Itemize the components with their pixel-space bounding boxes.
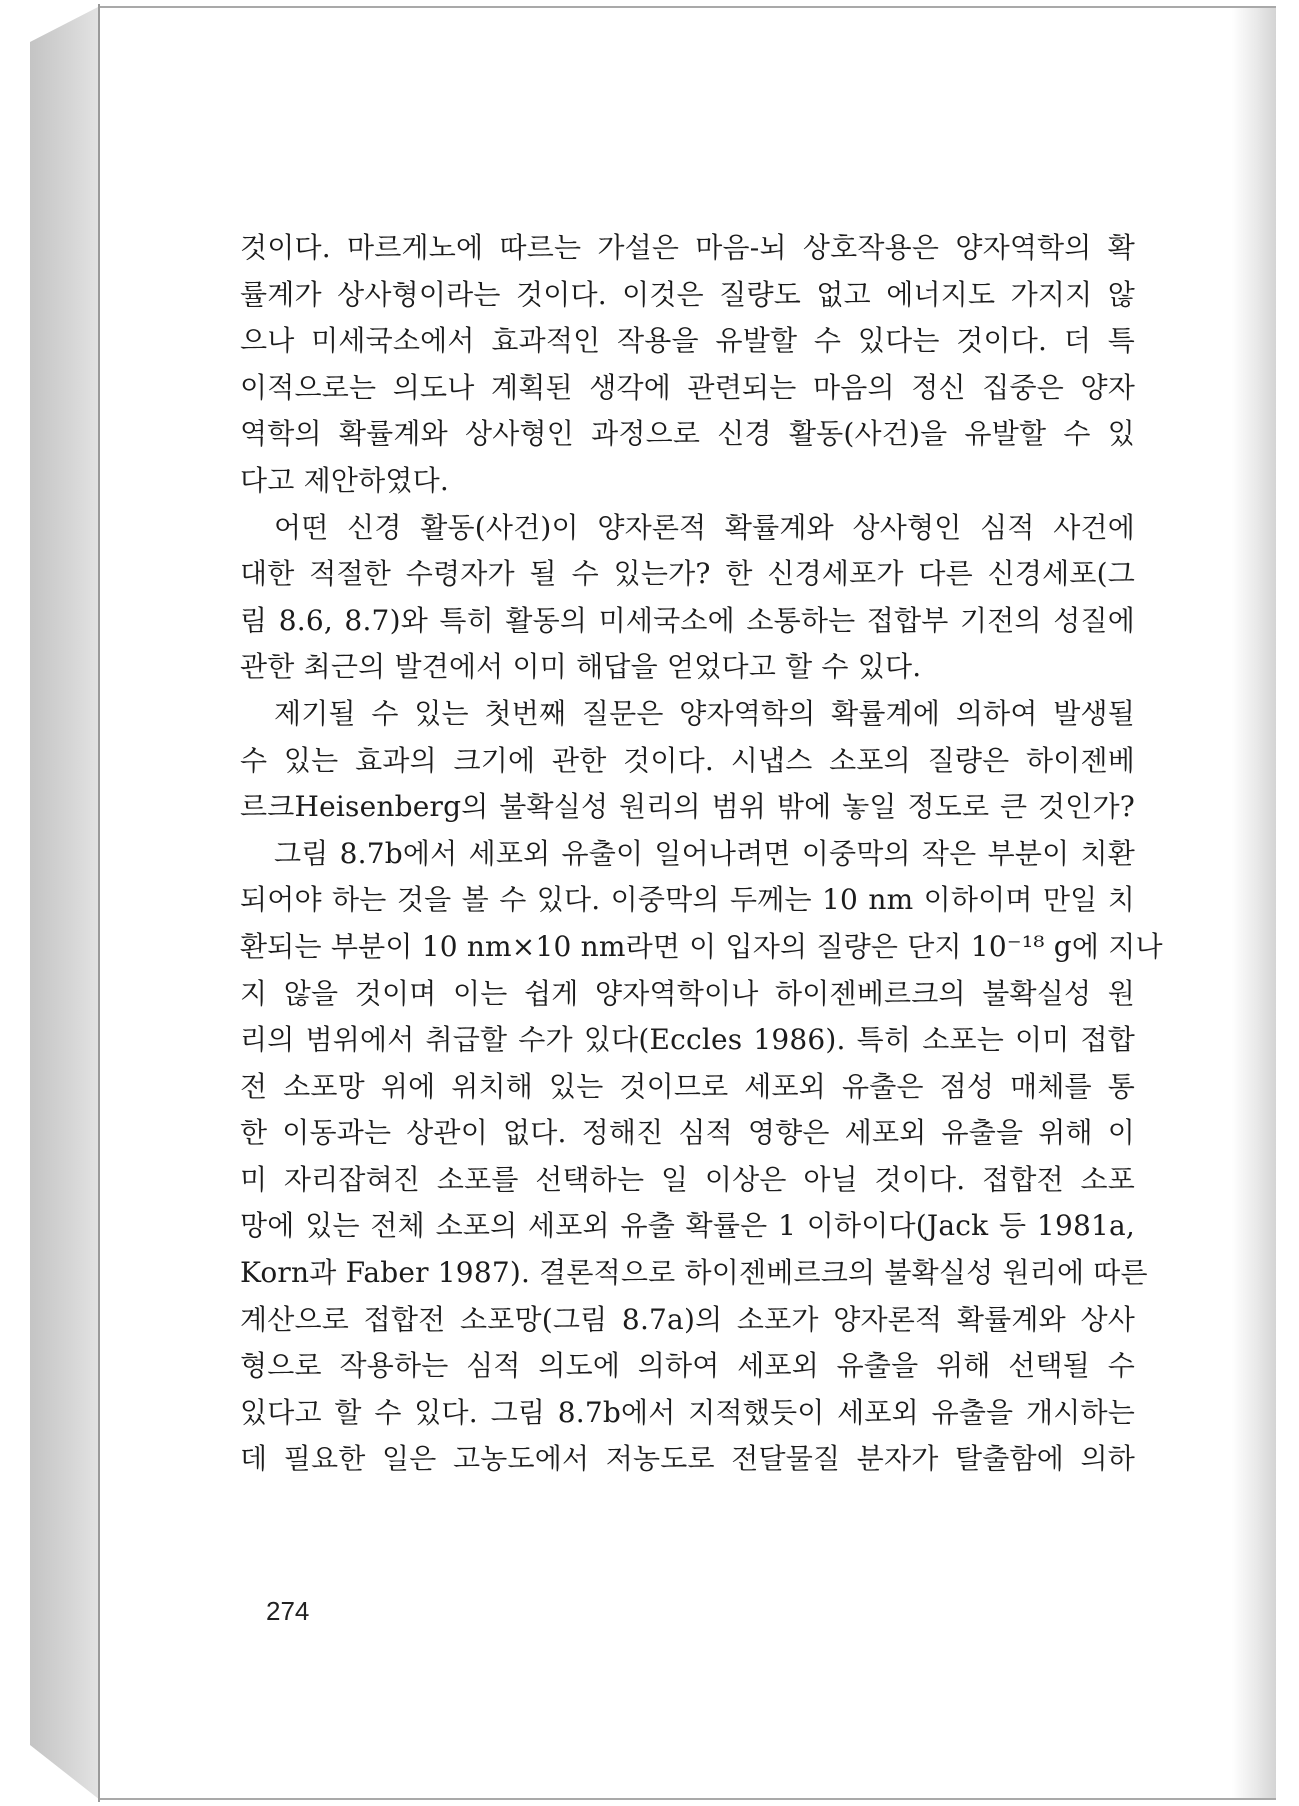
text-line: 계산으로 접합전 소포망(그림 8.7a)의 소포가 양자론적 확률계와 상사 (240, 1302, 1135, 1336)
text-line: 이적으로는 의도나 계획된 생각에 관련되는 마음의 정신 집중은 양자 (240, 370, 1135, 404)
body-text (240, 225, 1163, 1483)
text-line: 지 않을 것이며 이는 쉽게 양자역학이나 하이젠베르크의 불확실성 원 (240, 976, 1135, 1010)
text-line: Korn과 Faber 1987). 결론적으로 하이젠베르크의 불확실성 원리에 따른 (240, 1256, 1148, 1290)
text-line: 것이다. 마르게노에 따르는 가설은 마음-뇌 상호작용은 양자역학의 확 (240, 231, 1135, 264)
text-line: 률계가 상사형이라는 것이다. 이것은 질량도 없고 에너지도 가지지 않 (240, 277, 1135, 311)
text-line: 있다고 할 수 있다. 그림 8.7b에서 지적했듯이 세포외 유출을 개시하는 (240, 1395, 1135, 1429)
page-edge-shadow (1232, 8, 1276, 1798)
page-number: 274 (266, 1596, 310, 1626)
text-line: 환되는 부분이 10 nm×10 nm라면 이 입자의 질량은 단지 10⁻¹⁸ g에 지나 (240, 929, 1163, 963)
text-line: 르크Heisenberg의 불확실성 원리의 범위 밖에 놓일 정도로 큰 것인가? (240, 790, 1135, 824)
text-line: 망에 있는 전체 소포의 세포외 유출 확률은 1 이하이다(Jack 등 1981a, (240, 1209, 1135, 1243)
book-spine-side (30, 0, 100, 1806)
text-line: 제기될 수 있는 첫번째 질문은 양자역학의 확률계에 의하여 발생될 (274, 696, 1135, 730)
text-line: 역학의 확률계와 상사형인 과정으로 신경 활동(사건)을 유발할 수 있 (240, 417, 1135, 451)
text-line: 한 이동과는 상관이 없다. 정해진 심적 영향은 세포외 유출을 위해 이 (240, 1116, 1135, 1150)
text-line: 데 필요한 일은 고농도에서 저농도로 전달물질 분자가 탈출함에 의하 (240, 1442, 1135, 1476)
text-line: 형으로 작용하는 심적 의도에 의하여 세포외 유출을 위해 선택될 수 (240, 1349, 1135, 1383)
text-line: 리의 범위에서 취급할 수가 있다(Eccles 1986). 특히 소포는 이미 접합 (240, 1023, 1135, 1057)
text-line: 으나 미세국소에서 효과적인 작용을 유발할 수 있다는 것이다. 더 특 (240, 324, 1135, 358)
text-line: 수 있는 효과의 크기에 관한 것이다. 시냅스 소포의 질량은 하이젠베 (240, 743, 1135, 777)
text-line: 림 8.6, 8.7)와 특히 활동의 미세국소에 소통하는 접합부 기전의 성질에 (240, 603, 1135, 637)
text-line: 관한 최근의 발견에서 이미 해답을 얻었다고 할 수 있다. (240, 650, 922, 684)
text-line: 미 자리잡혀진 소포를 선택하는 일 이상은 아닐 것이다. 접합전 소포 (240, 1162, 1135, 1196)
text-line: 되어야 하는 것을 볼 수 있다. 이중막의 두께는 10 nm 이하이며 만일 치 (240, 883, 1135, 917)
text-line: 대한 적절한 수령자가 될 수 있는가? 한 신경세포가 다른 신경세포(그 (240, 557, 1135, 591)
text-line: 다고 제안하였다. (240, 463, 449, 497)
text-line: 그림 8.7b에서 세포외 유출이 일어나려면 이중막의 작은 부분이 치환 (274, 836, 1135, 870)
book-page (100, 6, 1276, 1800)
text-line: 어떤 신경 활동(사건)이 양자론적 확률계와 상사형인 심적 사건에 (274, 510, 1135, 544)
text-line: 전 소포망 위에 위치해 있는 것이므로 세포외 유출은 점성 매체를 통 (240, 1069, 1135, 1103)
